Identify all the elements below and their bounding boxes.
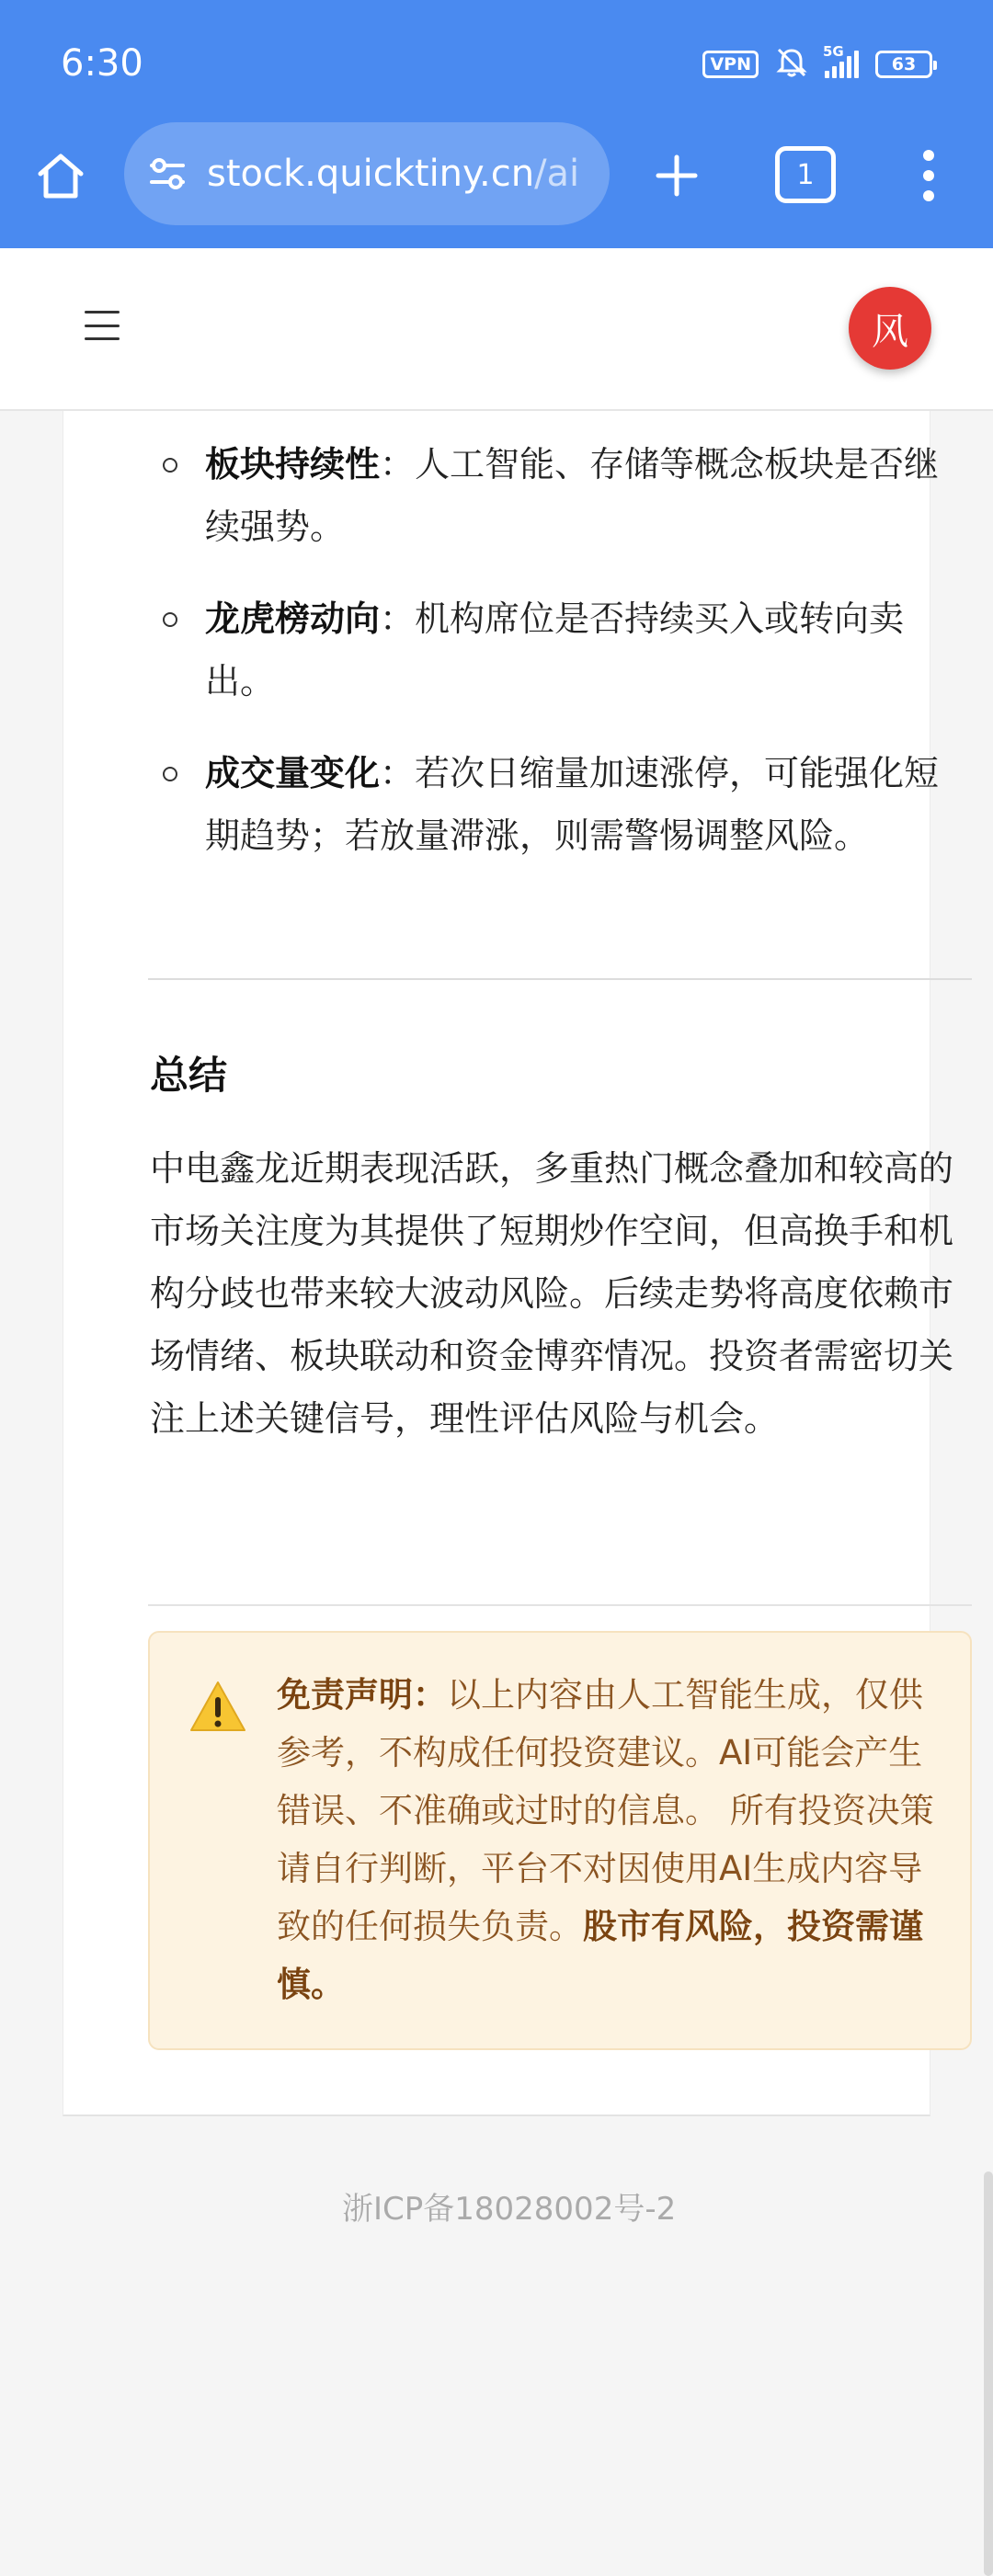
list-item (163, 433, 963, 558)
browser-toolbar (0, 122, 993, 225)
status-time: 6:30 (61, 42, 143, 85)
user-avatar[interactable]: 风 (849, 287, 931, 370)
warning-icon (188, 1679, 247, 1734)
cell-signal-icon: 5G (825, 51, 859, 78)
list-item-text: 机构席位是否持续买入或转向卖出。 (205, 598, 905, 701)
bell-muted-icon (775, 46, 808, 83)
list-item-text: 若次日缩量加速涨停，可能强化短期趋势；若放量滞涨，则需警惕调整风险。 (205, 753, 940, 856)
url-host: stock.quicktiny.cn (207, 153, 535, 195)
list-item-text: 人工智能、存储等概念板块是否继续强势。 (205, 444, 940, 547)
tab-switcher-button[interactable]: 1 (775, 146, 836, 203)
list-item-separator: ： (380, 598, 416, 639)
circle-bullet-icon (163, 612, 177, 627)
list-item-term: 成交量变化 (205, 753, 381, 793)
battery-icon: 63 (875, 51, 932, 78)
summary-paragraph: 中电鑫龙近期表现活跃，多重热门概念叠加和较高的市场关注度为其提供了短期炒作空间，但高换手和机构分歧也带来较大波动风险。后续走势将高度依赖市场情绪、板块联动和资金博弈情况。投资者需密切关注上述关键信号，理性评估风险与机会。 (150, 1148, 954, 1439)
summary-heading: 总结 (150, 1053, 228, 1098)
url-path: /ai (534, 153, 580, 195)
status-icons (702, 43, 932, 83)
new-tab-button[interactable] (644, 142, 710, 209)
scrollbar-thumb[interactable] (984, 2171, 993, 2576)
site-settings-icon[interactable] (144, 151, 190, 197)
disclaimer-label: 免责声明： (277, 1675, 447, 1715)
signal-list (163, 433, 963, 896)
disclaimer-box (148, 1631, 972, 2050)
icp-footer[interactable]: 浙ICP备18028002号-2 (342, 2191, 677, 2228)
plus-icon (655, 154, 699, 198)
divider (148, 978, 972, 980)
disclaimer-text (277, 1666, 939, 2013)
home-button[interactable] (28, 142, 94, 209)
list-item (163, 742, 963, 867)
disclaimer-body: 以上内容由人工智能生成，仅供参考，不构成任何投资建议。AI可能会产生错误、不准确或过时的信息。 所有投资决策请自行判断，平台不对因使用AI生成内容导致的任何损失负责。 (277, 1675, 934, 1946)
disclaimer-emphasis: 股市有风险，投资需谨慎。 (277, 1907, 923, 2004)
list-item (163, 587, 963, 712)
hamburger-menu-icon[interactable] (85, 311, 120, 340)
circle-bullet-icon (163, 767, 177, 781)
browser-chrome (0, 0, 993, 248)
url-text[interactable] (207, 153, 579, 195)
article-card (63, 411, 954, 2116)
home-icon (34, 149, 87, 202)
vpn-icon: VPN (702, 51, 759, 78)
overflow-menu-button[interactable] (910, 142, 947, 209)
site-header (0, 248, 993, 411)
divider (148, 1604, 972, 1606)
menu-dot (923, 170, 934, 181)
list-item-term: 板块持续性 (205, 444, 381, 484)
list-item-separator: ： (380, 444, 416, 484)
list-item-separator: ： (380, 753, 416, 793)
circle-bullet-icon (163, 458, 177, 473)
menu-dot (923, 190, 934, 201)
list-item-term: 龙虎榜动向 (205, 598, 381, 639)
page-content (0, 411, 993, 2228)
address-bar[interactable] (124, 122, 610, 225)
menu-dot (923, 150, 934, 161)
